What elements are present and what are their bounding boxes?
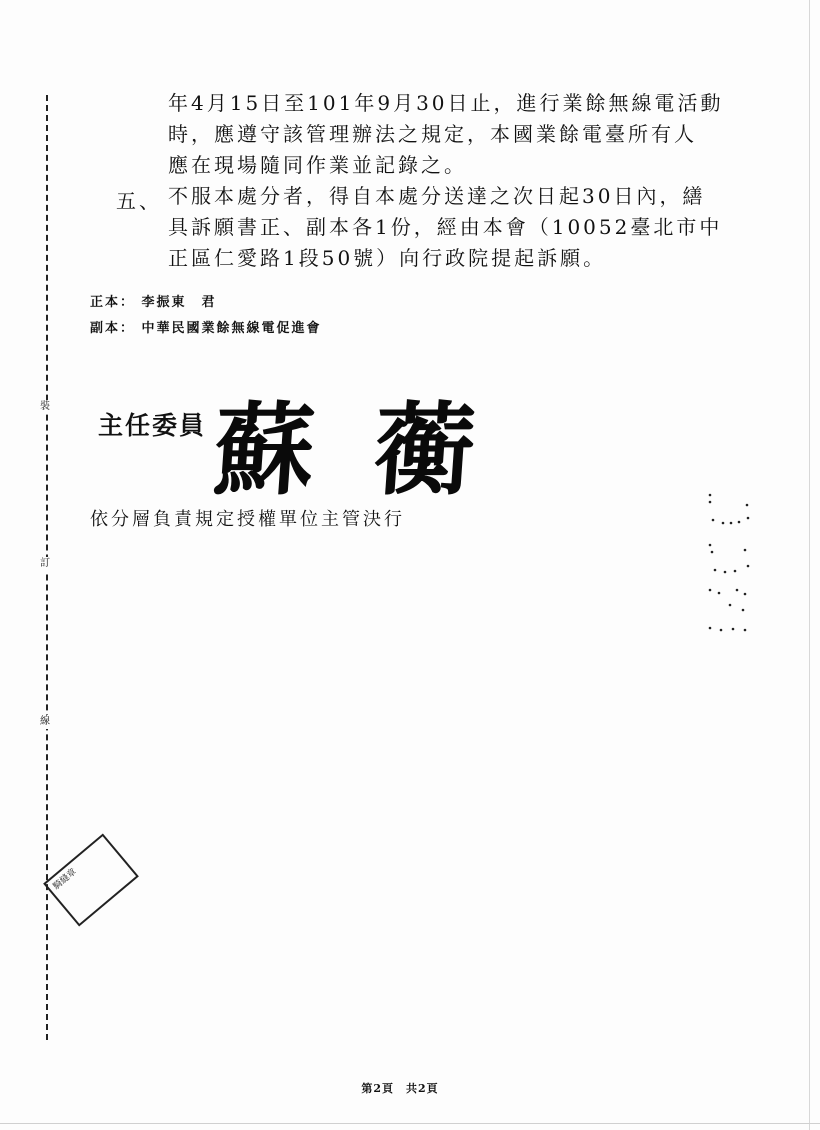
punch-hole-marks bbox=[705, 490, 755, 640]
binding-mark-top: 裝 bbox=[40, 401, 50, 412]
body-line: 時，應遵守該管理辦法之規定，本國業餘電臺所有人 bbox=[168, 122, 697, 146]
duplicate-copy-recipient: 副本： 中華民國業餘無線電促進會 bbox=[90, 321, 322, 336]
body-line: 年4月15日至101年9月30日止，進行業餘無線電活動 bbox=[168, 91, 724, 115]
delegation-note: 依分層負責規定授權單位主管決行 bbox=[90, 509, 405, 530]
body-line: 應在現場隨同作業並記錄之。 bbox=[168, 153, 467, 177]
item-number: 五、 bbox=[116, 189, 162, 213]
item-line: 正區仁愛路1段50號）向行政院提起訴願。 bbox=[168, 246, 607, 270]
handwritten-signature: 蘇蘅 bbox=[210, 391, 539, 509]
stamp-text: 騎縫章 bbox=[51, 866, 79, 893]
signatory-title: 主任委員 bbox=[98, 411, 207, 440]
binding-mark-middle: 訂 bbox=[40, 558, 50, 569]
item-line: 具訴願書正、副本各1份，經由本會（10052臺北市中 bbox=[168, 215, 723, 239]
binding-mark-bottom: 線 bbox=[40, 716, 50, 727]
page-number: 第2頁 共2頁 bbox=[361, 1082, 439, 1095]
original-copy-recipient: 正本： 李振東 君 bbox=[90, 295, 217, 310]
scan-edge bbox=[0, 1123, 820, 1124]
seam-stamp bbox=[43, 833, 139, 926]
item-line: 不服本處分者，得自本處分送達之次日起30日內，繕 bbox=[168, 184, 706, 208]
scan-edge bbox=[809, 0, 810, 1130]
